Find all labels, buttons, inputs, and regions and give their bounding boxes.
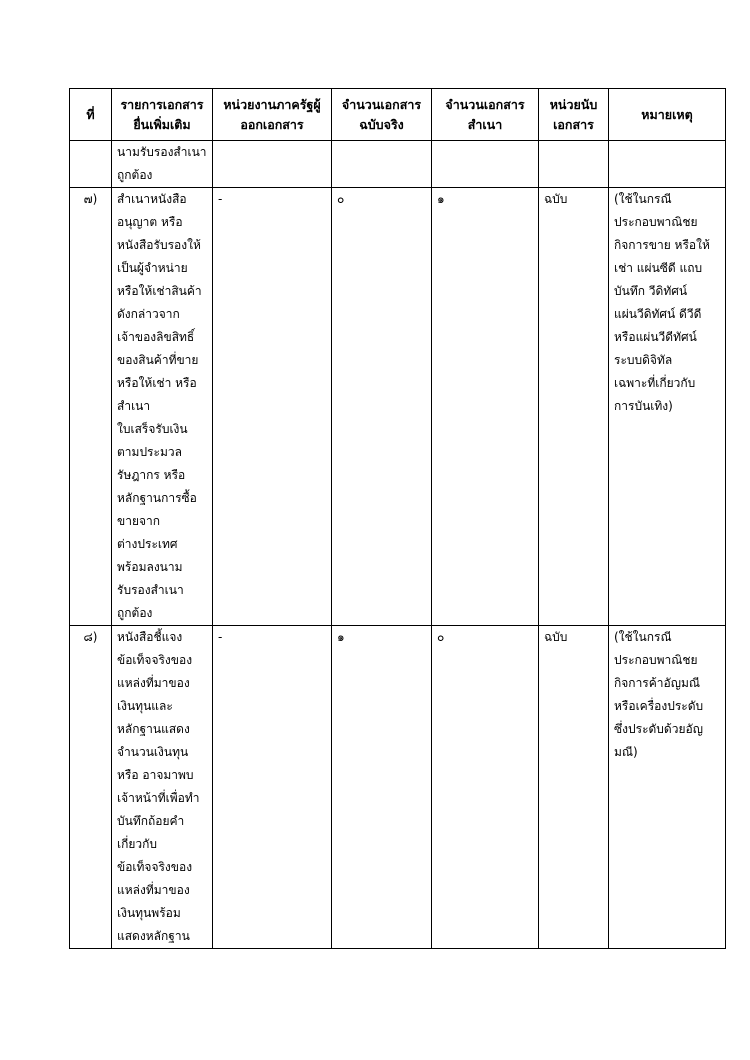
copy-count (432, 141, 539, 188)
header-number: ที่ (70, 89, 112, 141)
issuing-agency (213, 141, 332, 188)
unit (539, 141, 609, 188)
header-remarks: หมายเหตุ (609, 89, 726, 141)
copy-count: ๐ (432, 626, 539, 949)
header-issuing-agency: หน่วยงานภาครัฐผู้ ออกเอกสาร (213, 89, 332, 141)
remarks: (ใช้ในกรณี ประกอบพาณิชย กิจการค้าอัญมณี หรือเครื่องประดับ ซึ่งประดับด้วยอัญ มณี) (609, 626, 726, 949)
remarks (609, 141, 726, 188)
header-unit: หน่วยนับ เอกสาร (539, 89, 609, 141)
row-number: ๗) (70, 188, 112, 626)
table-row (70, 141, 726, 188)
document-table (69, 88, 726, 949)
original-count (332, 141, 432, 188)
table-body (70, 141, 726, 949)
row-number: ๘) (70, 626, 112, 949)
document-description: สำเนาหนังสือ อนุญาต หรือ หนังสือรับรองให้ เป็นผู้จำหน่าย หรือให้เช่าสินค้า ดังกล่าวจาก เจ้าของลิขสิทธิ์ ของสินค้าที่ขาย หรือให้เช่า หรือ สำเนา ใบเสร็จรับเงิน ตามประมวล รัษฎากร หรือ หลักฐานการซื้อ ขายจาก ต่างประเทศ พร้อมลงนาม รับรองสำเนา ถูกต้อง (112, 188, 213, 626)
copy-count: ๑ (432, 188, 539, 626)
document-description: หนังสือชี้แจง ข้อเท็จจริงของ แหล่งที่มาของ เงินทุนและ หลักฐานแสดง จำนวนเงินทุน หรือ อาจมาพบ เจ้าหน้าที่เพื่อทำ บันทึกถ้อยคำ เกี่ยวกับ ข้อเท็จจริงของ แหล่งที่มาของ เงินทุนพร้อม แสดงหลักฐาน (112, 626, 213, 949)
document-description: นามรับรองสำเนา ถูกต้อง (112, 141, 213, 188)
issuing-agency: - (213, 188, 332, 626)
header-row (70, 89, 726, 141)
row-number (70, 141, 112, 188)
original-count: ๑ (332, 626, 432, 949)
header-original-count: จำนวนเอกสาร ฉบับจริง (332, 89, 432, 141)
table-row (70, 626, 726, 949)
issuing-agency: - (213, 626, 332, 949)
original-count: ๐ (332, 188, 432, 626)
table-row (70, 188, 726, 626)
unit: ฉบับ (539, 188, 609, 626)
header-copy-count: จำนวนเอกสาร สำเนา (432, 89, 539, 141)
remarks: (ใช้ในกรณี ประกอบพาณิชย กิจการขาย หรือให้ เช่า แผ่นซีดี แถบ บันทึก วีดิทัศน์ แผ่นวีดิทัศน์ ดีวีดี หรือแผ่นวีดีทัศน์ ระบบดิจิทัล เฉพาะที่เกี่ยวกับ การบันเทิง) (609, 188, 726, 626)
header-document-list: รายการเอกสาร ยื่นเพิ่มเติม (112, 89, 213, 141)
unit: ฉบับ (539, 626, 609, 949)
